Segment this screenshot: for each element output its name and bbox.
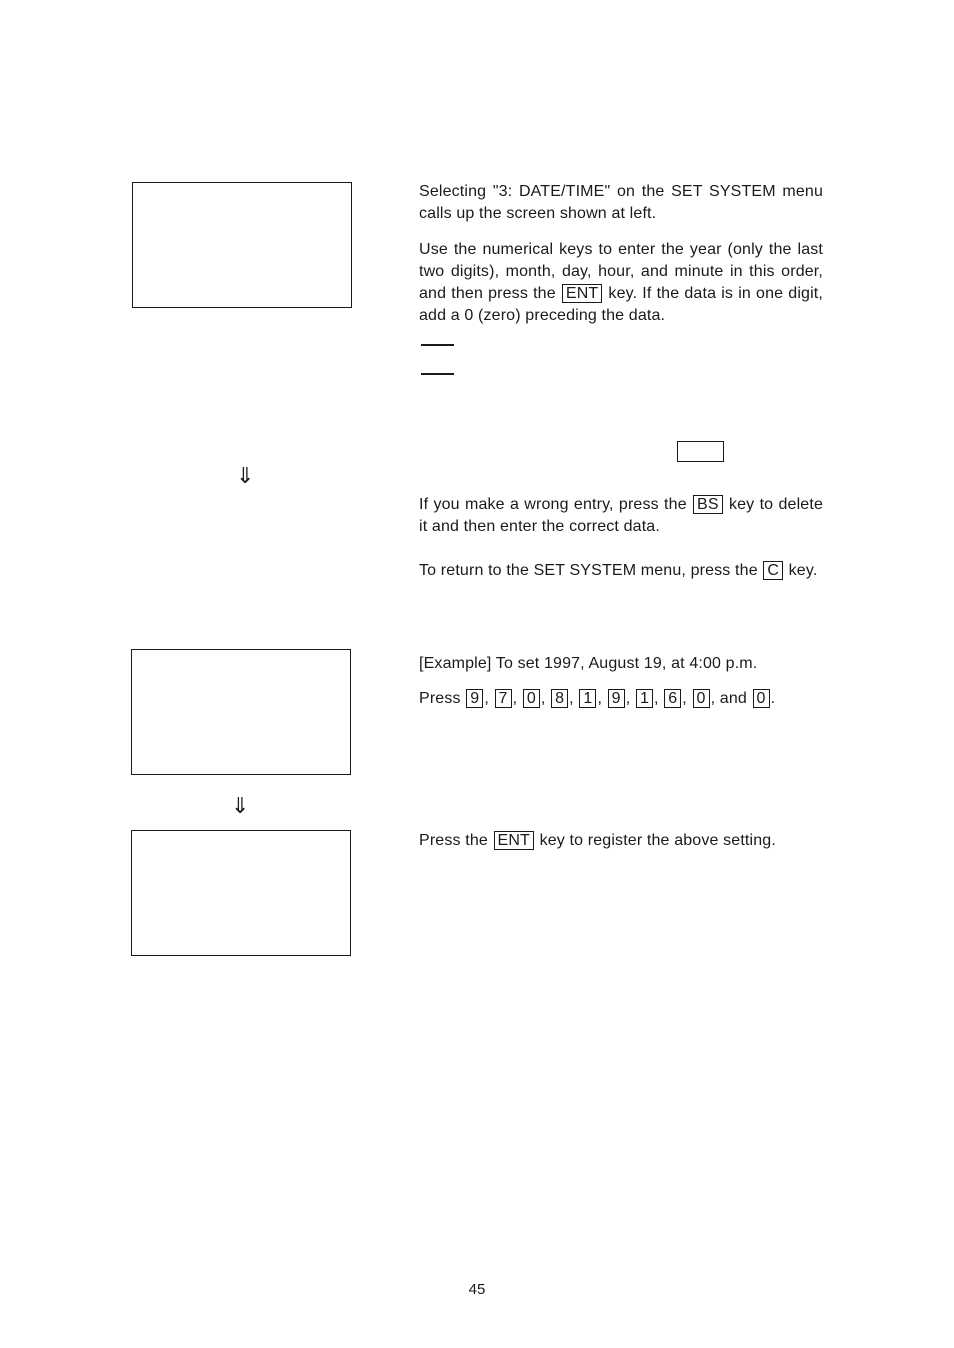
example-entry-screen — [131, 649, 351, 775]
correction-instructions: If you make a wrong entry, press the BS key to delete it and then enter the correct data. — [419, 496, 823, 535]
digit-key: 0 — [693, 689, 710, 708]
note-rule — [421, 344, 454, 346]
digit-key: 9 — [466, 689, 483, 708]
blank-key-box — [677, 441, 724, 462]
digit-key: 6 — [664, 689, 681, 708]
ent-key: ENT — [562, 284, 602, 303]
digit-key: 1 — [636, 689, 653, 708]
ent-key: ENT — [494, 831, 534, 850]
registered-screen — [131, 830, 351, 956]
return-instructions: To return to the SET SYSTEM menu, press the C key. — [419, 562, 818, 579]
example-heading: [Example] To set 1997, August 19, at 4:00 p.m. — [419, 655, 758, 672]
register-instructions: Press the ENT key to register the above setting. — [419, 832, 776, 849]
digit-key: 0 — [523, 689, 540, 708]
down-arrow-icon: ⇓ — [231, 794, 250, 819]
digit-key: 0 — [753, 689, 770, 708]
digit-key: 7 — [495, 689, 512, 708]
digit-key: 1 — [579, 689, 596, 708]
entry-instructions: Use the numerical keys to enter the year (only the last two digits), month, day, hour, and minute in this order, and then press the ENT key. If the data is in one digit, add a 0 (zero) preceding the data. — [419, 241, 823, 324]
digit-key: 9 — [608, 689, 625, 708]
intro-paragraph: Selecting "3: DATE/TIME" on the SET SYSTEM menu calls up the screen shown at left. — [419, 183, 823, 222]
note-rule — [421, 373, 454, 375]
bs-key: BS — [693, 495, 723, 514]
page-number: 45 — [468, 1281, 486, 1298]
date-time-screen — [132, 182, 352, 308]
example-key-sequence: Press 9 , 7 , 0 , 8 , 1 , 9 , 1 , 6 , 0 , and 0 . — [419, 690, 776, 707]
c-key: C — [763, 561, 783, 580]
down-arrow-icon: ⇓ — [236, 464, 255, 489]
digit-key: 8 — [551, 689, 568, 708]
